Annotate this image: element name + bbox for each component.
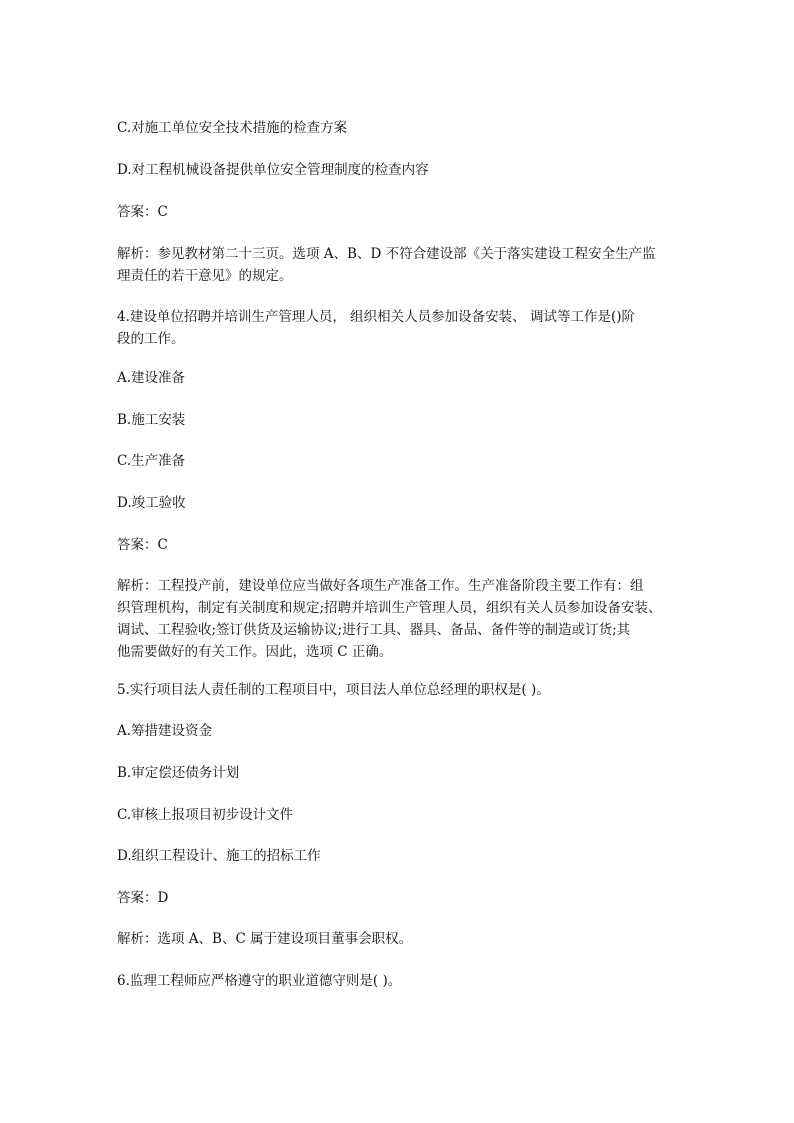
- q5-option-c: C.审核上报项目初步设计文件: [117, 807, 294, 823]
- q5-analysis: 解析：选项 A、B、C 属于建设项目董事会职权。: [117, 931, 413, 947]
- q5-answer: 答案：D: [117, 890, 169, 906]
- q4-analysis: [117, 575, 677, 663]
- q5-option-d: D.组织工程设计、施工的招标工作: [117, 848, 321, 864]
- q4-stem: [117, 306, 677, 350]
- q3-option-d: D.对工程机械设备提供单位安全管理制度的检查内容: [117, 162, 429, 178]
- q4-option-a: A.建设准备: [117, 370, 186, 386]
- q5-option-a: A.筹措建设资金: [117, 723, 213, 739]
- q5-stem: 5.实行项目法人责任制的工程项目中，项目法人单位总经理的职权是( )。: [117, 682, 550, 698]
- q6-stem: 6.监理工程师应严格遵守的职业道德守则是( )。: [117, 973, 402, 989]
- q4-analysis-line: 解析：工程投产前，建设单位应当做好各项生产准备工作。生产准备阶段主要工作有：组: [117, 578, 644, 594]
- q4-analysis-line: 他需要做好的有关工作。因此，选项 C 正确。: [117, 644, 393, 660]
- q3-analysis: [117, 243, 677, 287]
- q4-answer: 答案：C: [117, 537, 168, 553]
- q4-analysis-line: 织管理机构，制定有关制度和规定;招聘并培训生产管理人员，组织有关人员参加设备安装、: [117, 600, 662, 616]
- q4-option-b: B.施工安装: [117, 412, 186, 428]
- q4-option-d: D.竣工验收: [117, 495, 186, 511]
- q3-analysis-line: 理责任的若干意见》的规定。: [117, 268, 293, 284]
- q4-analysis-line: 调试、工程验收;签订供货及运输协议;进行工具、器具、备品、备件等的制造或订货;其: [117, 622, 631, 638]
- q4-stem-line: 4.建设单位招聘并培训生产管理人员， 组织相关人员参加设备安装、 调试等工作是()阶: [117, 309, 635, 325]
- q3-option-c: C.对施工单位安全技术措施的检查方案: [117, 120, 348, 136]
- q5-option-b: B.审定偿还债务计划: [117, 765, 240, 781]
- q4-option-c: C.生产准备: [117, 453, 186, 469]
- q3-analysis-line: 解析：参见教材第二十三页。选项 A、B、D 不符合建设部《关于落实建设工程安全生产监: [117, 246, 656, 262]
- q3-answer: 答案：C: [117, 204, 168, 220]
- q4-stem-line: 段的工作。: [117, 331, 185, 347]
